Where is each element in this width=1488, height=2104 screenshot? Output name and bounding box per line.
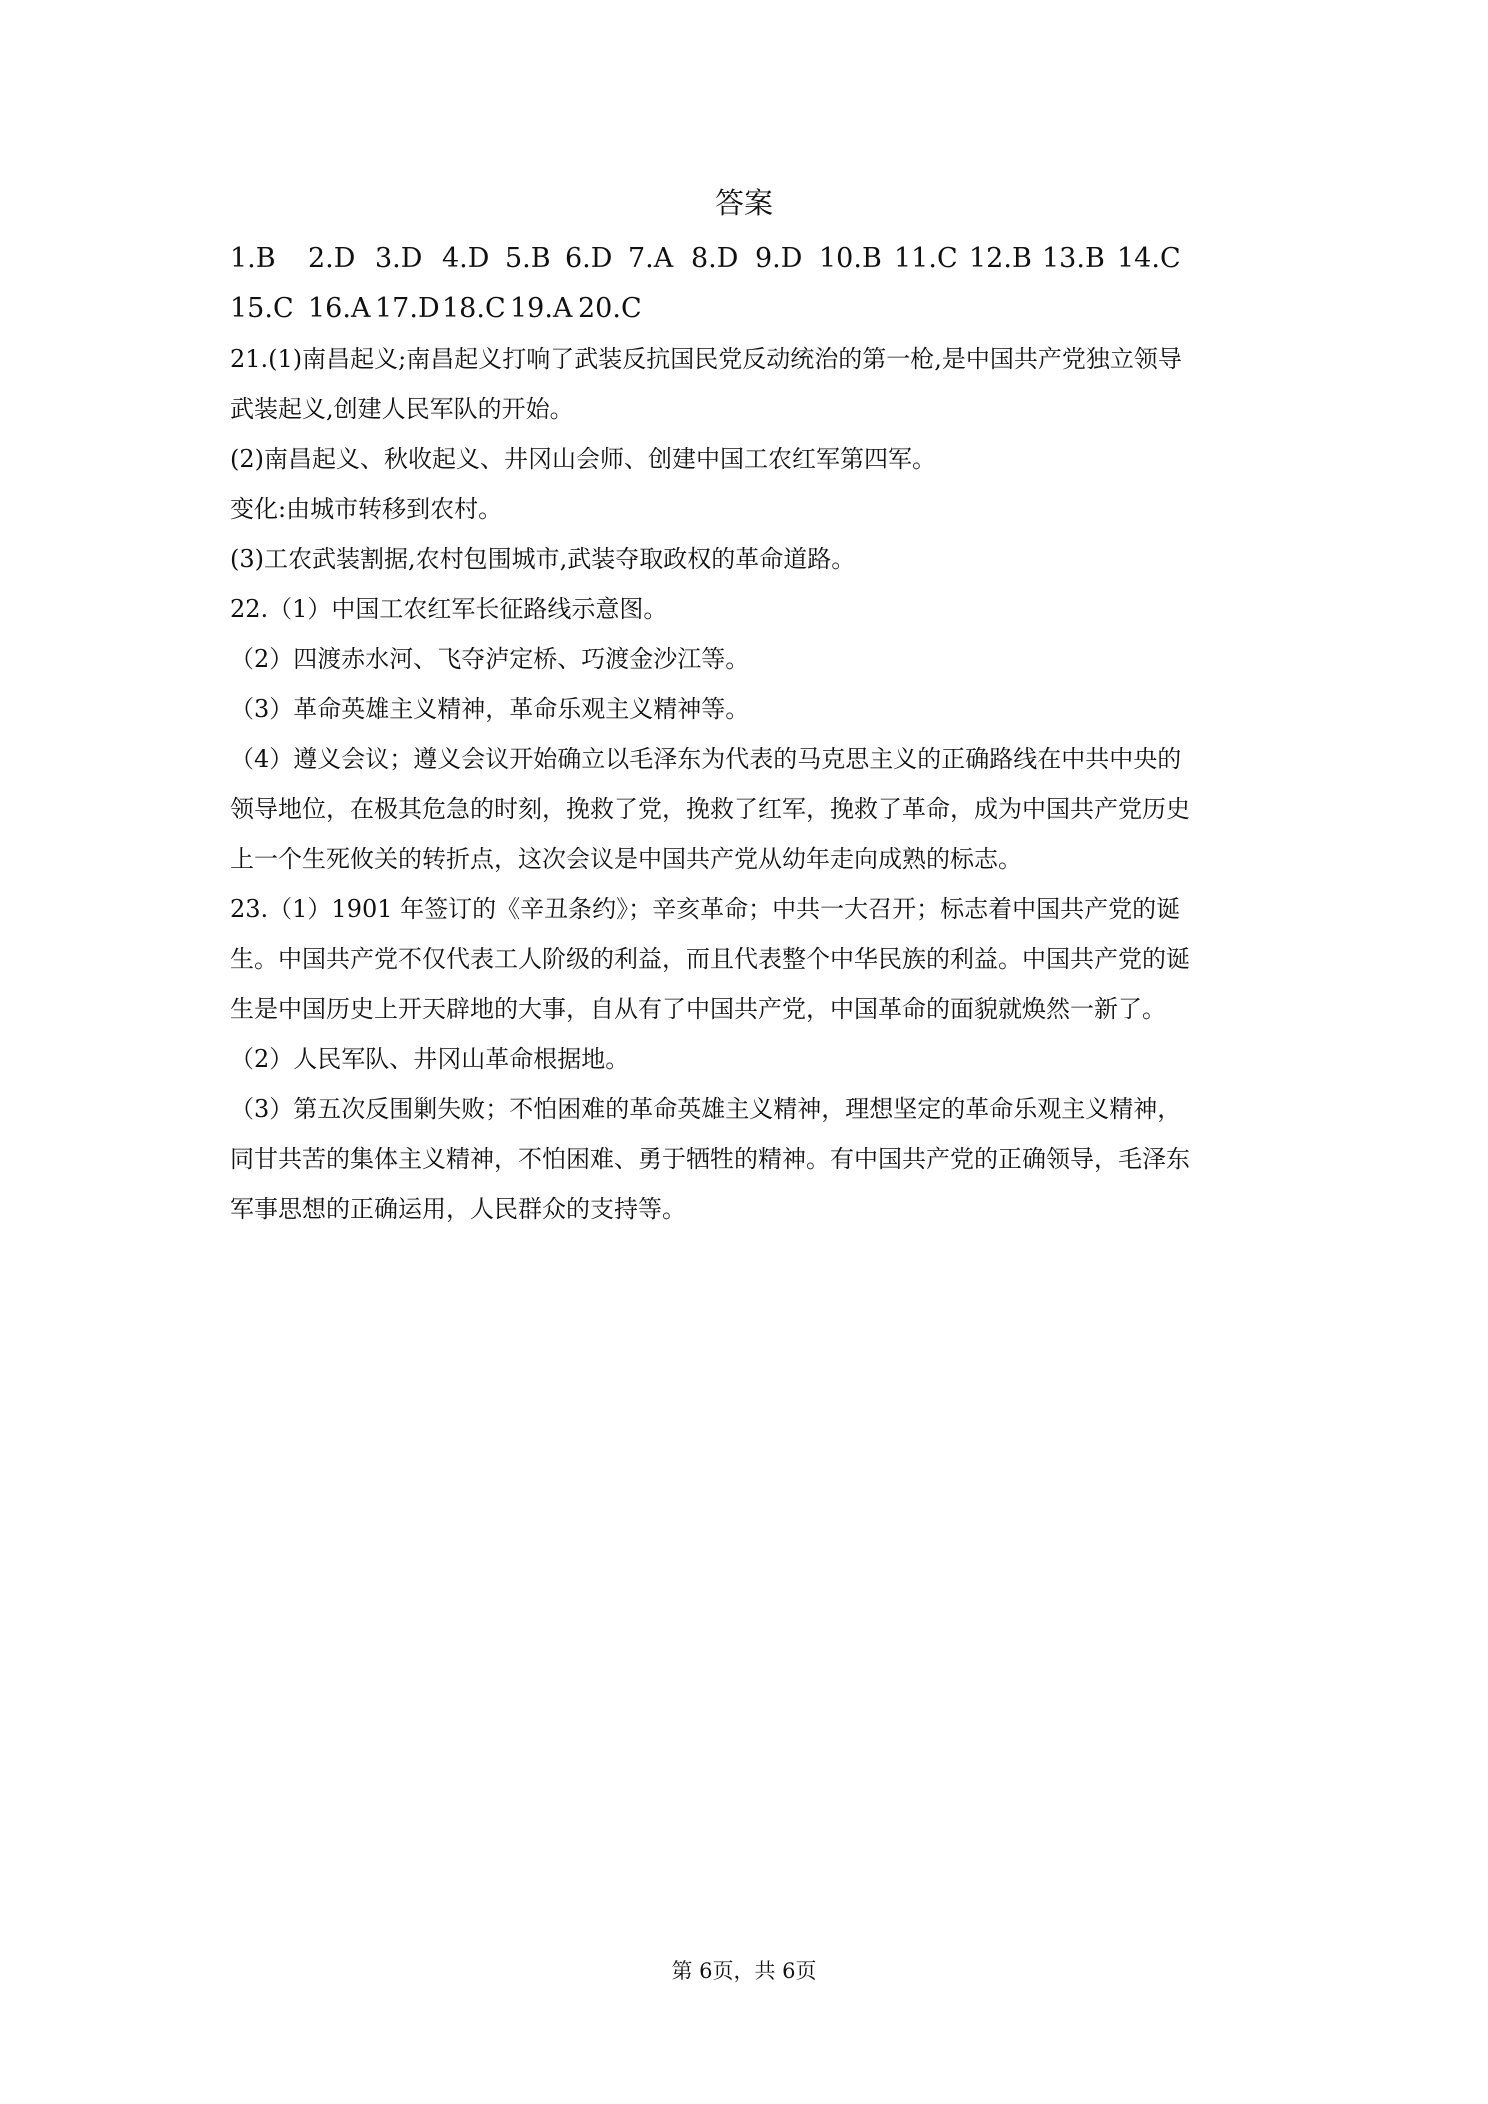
mc-answer-item: 1.B <box>230 243 276 274</box>
answer-line: （2）人民军队、井冈山革命根据地。 <box>230 1045 630 1073</box>
answer-content <box>230 234 1290 1234</box>
answer-line: 22.（1）中国工农红军长征路线示意图。 <box>230 595 668 623</box>
mc-answer-item: 8.D <box>691 243 739 274</box>
mc-answer-item: 17.D <box>375 293 440 324</box>
answer-line: 23.（1）1901 年签订的《辛丑条约》；辛亥革命；中共一大召开；标志着中国共产党的诞 <box>230 895 1181 923</box>
mc-answer-item: 20.C <box>578 293 642 324</box>
answer-line: 上一个生死攸关的转折点，这次会议是中国共产党从幼年走向成熟的标志。 <box>230 845 1022 873</box>
answer-line: 21.(1)南昌起义;南昌起义打响了武装反抗国民党反动统治的第一枪,是中国共产党独立领导 <box>230 345 1182 373</box>
mc-answers-row-1 <box>230 234 1290 284</box>
answer-line: 生。中国共产党不仅代表工人阶级的利益，而且代表整个中华民族的利益。中国共产党的诞 <box>230 945 1190 973</box>
answer-line: 变化:由城市转移到农村。 <box>230 495 503 523</box>
mc-answer-item: 6.D <box>565 243 613 274</box>
mc-answer-item: 4.D <box>442 243 490 274</box>
mc-answer-item: 16.A <box>308 293 371 324</box>
mc-answer-item: 9.D <box>755 243 803 274</box>
mc-answer-item: 10.B <box>819 243 882 274</box>
answer-line: 同甘共苦的集体主义精神，不怕困难、勇于牺牲的精神。有中国共产党的正确领导，毛泽东 <box>230 1145 1190 1173</box>
mc-answer-item: 11.C <box>894 243 958 274</box>
answer-line: （4）遵义会议；遵义会议开始确立以毛泽东为代表的马克思主义的正确路线在中共中央的 <box>230 745 1182 773</box>
answer-line: 生是中国历史上开天辟地的大事，自从有了中国共产党，中国革命的面貌就焕然一新了。 <box>230 995 1166 1023</box>
answer-line: （3）革命英雄主义精神，革命乐观主义精神等。 <box>230 695 750 723</box>
mc-answers-row-2 <box>230 284 1290 334</box>
answer-line: 领导地位，在极其危急的时刻，挽救了党，挽救了红军，挽救了革命，成为中国共产党历史 <box>230 795 1190 823</box>
answer-line: 武装起义,创建人民军队的开始。 <box>230 395 574 423</box>
mc-answer-item: 7.A <box>628 243 674 274</box>
mc-answer-item: 3.D <box>375 243 423 274</box>
page-footer: 第 6页，共 6页 <box>671 1959 817 1983</box>
answer-line: (2)南昌起义、秋收起义、井冈山会师、创建中国工农红军第四军。 <box>230 445 936 473</box>
mc-answer-item: 13.B <box>1042 243 1105 274</box>
answer-line: (3)工农武装割据,农村包围城市,武装夺取政权的革命道路。 <box>230 545 856 573</box>
mc-answer-item: 15.C <box>230 293 294 324</box>
mc-answer-item: 19.A <box>510 293 573 324</box>
mc-answer-item: 12.B <box>969 243 1032 274</box>
answer-line: 军事思想的正确运用，人民群众的支持等。 <box>230 1195 686 1223</box>
mc-answer-item: 14.C <box>1117 243 1181 274</box>
mc-answer-item: 5.B <box>505 243 551 274</box>
page-title: 答案 <box>714 186 773 220</box>
answer-line: （3）第五次反围剿失败；不怕困难的革命英雄主义精神，理想坚定的革命乐观主义精神， <box>230 1095 1182 1123</box>
mc-answer-item: 18.C <box>442 293 506 324</box>
answer-line: （2）四渡赤水河、飞夺泸定桥、巧渡金沙江等。 <box>230 645 750 673</box>
mc-answer-item: 2.D <box>308 243 356 274</box>
